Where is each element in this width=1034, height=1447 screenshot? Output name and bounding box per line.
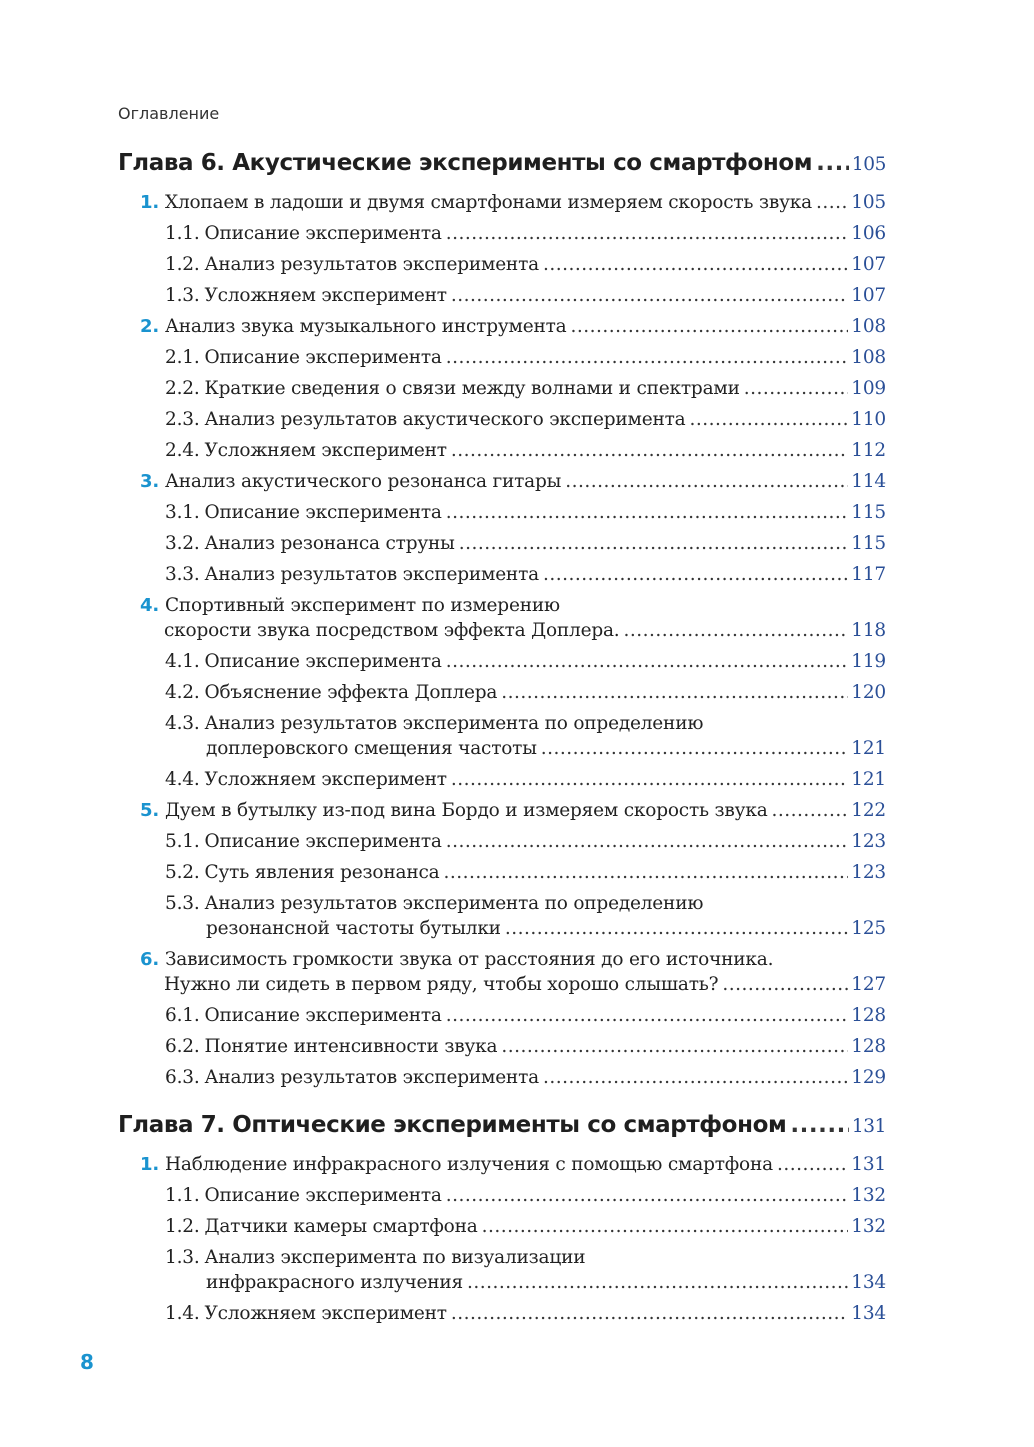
page-number: 129 (851, 1067, 886, 1088)
page-number: 121 (851, 738, 886, 759)
dot-leader (446, 500, 849, 525)
dot-leader (446, 345, 849, 370)
page-number: 117 (851, 564, 886, 585)
subsection-title: Усложняем эксперимент (204, 440, 447, 461)
subsection-title: Анализ резонанса струны (204, 533, 455, 554)
section-title: Анализ звука музыкального инструмента (164, 316, 567, 337)
subsection-title: Понятие интенсивности звука (204, 1036, 498, 1057)
section-number: 1. (140, 1154, 159, 1175)
table-of-contents (118, 150, 886, 1326)
dot-leader (451, 1301, 848, 1326)
page-number: 132 (851, 1185, 886, 1206)
toc-subsection[interactable] (118, 221, 886, 246)
dot-leader (459, 531, 849, 556)
page-number: 121 (851, 769, 886, 790)
toc-subsection[interactable] (118, 711, 886, 761)
toc-subsection[interactable] (118, 1003, 886, 1028)
toc-subsection[interactable] (118, 1065, 886, 1090)
page-number: 119 (851, 651, 886, 672)
page-number: 127 (851, 974, 886, 995)
subsection-number: 1.1. (165, 223, 200, 244)
subsection-title: Объяснение эффекта Доплера (204, 682, 498, 703)
dot-leader (467, 1270, 848, 1295)
section-number: 6. (140, 949, 159, 970)
dot-leader (501, 1034, 848, 1059)
page-number: 120 (851, 682, 886, 703)
page-number: 132 (851, 1216, 886, 1237)
toc-section[interactable] (118, 314, 886, 339)
dot-leader (777, 1152, 848, 1177)
page-folio: 8 (80, 1350, 94, 1374)
subsection-title: Анализ результатов акустического эксперимента (204, 409, 686, 430)
dot-leader (744, 376, 849, 401)
section-number: 2. (140, 316, 159, 337)
section-title: Дуем в бутылку из-под вина Бордо и измеряем скорость звука (164, 800, 768, 821)
page-number: 114 (851, 471, 886, 492)
dot-leader (816, 150, 849, 176)
subsection-number: 2.2. (165, 378, 200, 399)
page-number: 123 (851, 831, 886, 852)
toc-subsection[interactable] (118, 860, 886, 885)
subsection-title: Краткие сведения о связи между волнами и спектрами (204, 378, 740, 399)
subsection-title: Описание эксперимента (204, 1005, 442, 1026)
subsection-number: 1.4. (165, 1303, 200, 1324)
dot-leader (772, 798, 849, 823)
subsection-number: 1.1. (165, 1185, 200, 1206)
subsection-number: 2.3. (165, 409, 200, 430)
toc-section[interactable] (118, 798, 886, 823)
subsection-number: 5.2. (165, 862, 200, 883)
dot-leader (443, 860, 848, 885)
toc-section[interactable] (118, 190, 886, 215)
dot-leader (446, 221, 849, 246)
page-number: 134 (851, 1272, 886, 1293)
dot-leader (623, 618, 848, 643)
subsection-number: 1.3. (165, 1247, 200, 1268)
page-number: 115 (851, 533, 886, 554)
subsection-title: Описание эксперимента (204, 1185, 442, 1206)
subsection-number: 6.3. (165, 1067, 200, 1088)
subsection-title: Датчики камеры смартфона (204, 1216, 478, 1237)
dot-leader (446, 1183, 849, 1208)
toc-subsection[interactable] (118, 531, 886, 556)
toc-subsection[interactable] (118, 438, 886, 463)
subsection-title: Усложняем эксперимент (204, 1303, 447, 1324)
page-number: 131 (851, 1154, 886, 1175)
page-number: 134 (851, 1303, 886, 1324)
chapter-title: Глава 6. Акустические эксперименты со смартфоном (118, 150, 813, 176)
toc-subsection[interactable] (118, 829, 886, 854)
toc-subsection[interactable] (118, 1214, 886, 1239)
toc-section[interactable] (118, 1152, 886, 1177)
section-number: 4. (140, 595, 159, 616)
running-head: Оглавление (118, 104, 220, 123)
page-number: 125 (851, 918, 886, 939)
section-number: 5. (140, 800, 159, 821)
toc-section[interactable] (118, 469, 886, 494)
dot-leader (543, 252, 848, 277)
page-number: 110 (851, 409, 886, 430)
subsection-number: 1.2. (165, 1216, 200, 1237)
section-title-line2: Нужно ли сидеть в первом ряду, чтобы хорошо слышать? (164, 974, 719, 995)
toc-subsection[interactable] (118, 283, 886, 308)
subsection-title: Анализ результатов эксперимента (204, 254, 539, 275)
dot-leader (451, 767, 848, 792)
section-title-line1: Зависимость громкости звука от расстояния до его источника. (164, 949, 774, 970)
dot-leader (482, 1214, 849, 1239)
dot-leader (816, 190, 848, 215)
page-number: 118 (851, 620, 886, 641)
subsection-title-line2: инфракрасного излучения (206, 1272, 463, 1293)
toc-subsection[interactable] (118, 1245, 886, 1295)
subsection-number: 4.2. (165, 682, 200, 703)
chapter-title: Глава 7. Оптические эксперименты со смартфоном (118, 1112, 787, 1138)
section-title: Наблюдение инфракрасного излучения с помощью смартфона (164, 1154, 773, 1175)
toc-subsection[interactable] (118, 1034, 886, 1059)
page-number: 128 (851, 1005, 886, 1026)
toc-subsection[interactable] (118, 649, 886, 674)
subsection-number: 4.4. (165, 769, 200, 790)
dot-leader (543, 1065, 848, 1090)
subsection-title: Суть явления резонанса (204, 862, 440, 883)
section-number: 3. (140, 471, 159, 492)
dot-leader (451, 438, 848, 463)
page-number: 112 (851, 440, 886, 461)
toc-subsection[interactable] (118, 562, 886, 587)
subsection-number: 1.3. (165, 285, 200, 306)
page-number: 122 (851, 800, 886, 821)
toc-subsection[interactable] (118, 891, 886, 941)
page-number: 107 (851, 285, 886, 306)
dot-leader (722, 972, 848, 997)
subsection-title: Описание эксперимента (204, 223, 442, 244)
subsection-title: Усложняем эксперимент (204, 769, 447, 790)
chapter-heading[interactable] (118, 1112, 886, 1146)
dot-leader (543, 562, 848, 587)
toc-subsection[interactable] (118, 680, 886, 705)
subsection-number: 1.2. (165, 254, 200, 275)
toc-subsection[interactable] (118, 767, 886, 792)
section-title-line1: Спортивный эксперимент по измерению (164, 595, 560, 616)
page-number: 107 (851, 254, 886, 275)
subsection-number: 6.1. (165, 1005, 200, 1026)
toc-subsection[interactable] (118, 500, 886, 525)
page-number: 109 (851, 378, 886, 399)
subsection-number: 5.1. (165, 831, 200, 852)
subsection-title-line2: доплеровского смещения частоты (206, 738, 537, 759)
dot-leader (505, 916, 848, 941)
section-title: Анализ акустического резонанса гитары (164, 471, 562, 492)
dot-leader (690, 407, 849, 432)
toc-subsection[interactable] (118, 376, 886, 401)
page-number: 108 (851, 316, 886, 337)
subsection-title: Описание эксперимента (204, 831, 442, 852)
subsection-number: 6.2. (165, 1036, 200, 1057)
toc-subsection[interactable] (118, 1183, 886, 1208)
toc-subsection[interactable] (118, 407, 886, 432)
subsection-number: 4.1. (165, 651, 200, 672)
section-title: Хлопаем в ладоши и двумя смартфонами измеряем скорость звука (164, 192, 812, 213)
dot-leader (451, 283, 848, 308)
page-number: 115 (851, 502, 886, 523)
page-number: 131 (851, 1116, 886, 1137)
dot-leader (570, 314, 848, 339)
toc-subsection[interactable] (118, 1301, 886, 1326)
subsection-number: 3.3. (165, 564, 200, 585)
dot-leader (446, 829, 849, 854)
dot-leader (565, 469, 848, 494)
toc-subsection[interactable] (118, 252, 886, 277)
subsection-number: 2.1. (165, 347, 200, 368)
subsection-title-line1: Анализ эксперимента по визуализации (204, 1247, 586, 1268)
toc-section[interactable] (118, 947, 886, 997)
section-number: 1. (140, 192, 159, 213)
subsection-number: 3.1. (165, 502, 200, 523)
dot-leader (501, 680, 848, 705)
subsection-title: Описание эксперимента (204, 651, 442, 672)
dot-leader (541, 736, 849, 761)
subsection-number: 4.3. (165, 713, 200, 734)
dot-leader (446, 649, 849, 674)
dot-leader (446, 1003, 849, 1028)
subsection-title: Анализ результатов эксперимента (204, 564, 539, 585)
page-number: 105 (851, 192, 886, 213)
section-title-line2: скорости звука посредством эффекта Доплера. (164, 620, 620, 641)
toc-subsection[interactable] (118, 345, 886, 370)
subsection-number: 3.2. (165, 533, 200, 554)
subsection-number: 5.3. (165, 893, 200, 914)
subsection-title-line2: резонансной частоты бутылки (206, 918, 501, 939)
subsection-title: Анализ результатов эксперимента (204, 1067, 539, 1088)
toc-section[interactable] (118, 593, 886, 643)
subsection-title-line1: Анализ результатов эксперимента по определению (204, 893, 704, 914)
page-number: 128 (851, 1036, 886, 1057)
subsection-title: Описание эксперимента (204, 347, 442, 368)
page-number: 105 (851, 154, 886, 175)
page-number: 108 (851, 347, 886, 368)
subsection-title: Описание эксперимента (204, 502, 442, 523)
page-number: 106 (851, 223, 886, 244)
dot-leader (790, 1112, 848, 1138)
subsection-title: Усложняем эксперимент (204, 285, 447, 306)
subsection-number: 2.4. (165, 440, 200, 461)
page-number: 123 (851, 862, 886, 883)
chapter-heading[interactable] (118, 150, 886, 184)
subsection-title-line1: Анализ результатов эксперимента по определению (204, 713, 704, 734)
